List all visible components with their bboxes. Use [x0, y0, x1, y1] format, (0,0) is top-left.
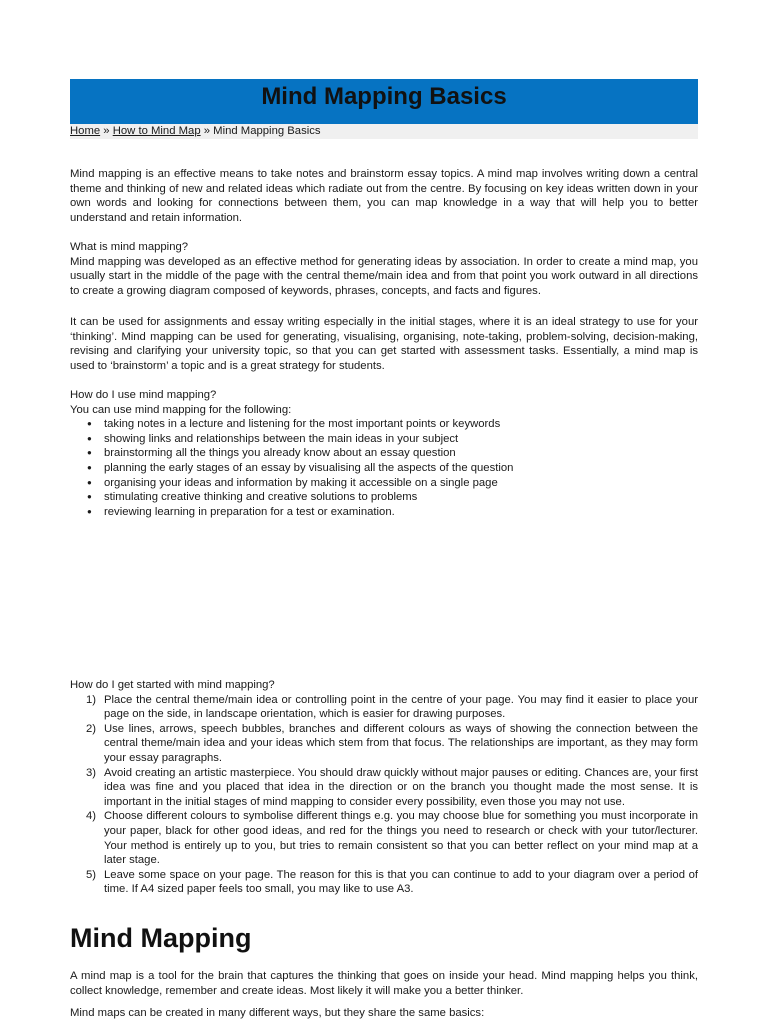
steps-list [70, 693, 698, 897]
intro-section [70, 167, 698, 225]
section-heading: Mind Mapping [70, 923, 252, 953]
list-item: ● organising your ideas and information by making it accessible on a single page [70, 476, 698, 491]
uses-list [70, 417, 698, 519]
list-item: ● showing links and relationships between the main ideas in your subject [70, 432, 698, 447]
breadcrumb-separator: » [100, 125, 113, 137]
list-item: ● reviewing learning in preparation for a test or examination. [70, 505, 698, 520]
what-heading: What is mind mapping? [70, 241, 189, 253]
step-number: 1) [86, 693, 97, 706]
list-item [70, 868, 698, 897]
page-title: Mind Mapping Basics [261, 83, 507, 110]
usage-paragraph: It can be used for assignments and essay writing especially in the initial stages, where it is an ideal strategy to use for your ‘thinking’. Mind mapping can be used for generating, visualising, organising, note-taking, problem-solving, decision-making, revising and clarifying your university topic, so that you can get started with assessment tasks. Essentially, a mind map is used to ‘brainstorm’ a topic and is a great strategy for students. [70, 316, 698, 372]
breadcrumb-home-link[interactable]: Home [70, 125, 101, 137]
list-item: ● brainstorming all the things you already know about an essay question [70, 446, 698, 461]
step-text: Leave some space on your page. The reason for this is that you can continue to add to your diagram over a period of time. If A4 sized paper feels too small, you may like to use A3. [104, 868, 698, 896]
breadcrumb-separator: » [200, 125, 214, 137]
step-number: 2) [86, 722, 97, 735]
title-banner [70, 79, 698, 124]
breadcrumb [70, 124, 698, 139]
step-number: 3) [86, 766, 97, 779]
list-item: ● stimulating creative thinking and creative solutions to problems [70, 490, 698, 505]
section-paragraph: A mind map is a tool for the brain that captures the thinking that goes on inside your head. Mind mapping helps you think, collect knowledge, remember and create ideas. Most likely it will make you a better thinker. [70, 970, 698, 997]
breadcrumb-current: Mind Mapping Basics [213, 125, 321, 137]
step-text: Use lines, arrows, speech bubbles, branches and different colours as ways of showing the connection between the central theme/main idea and your ideas which stem from that focus. The relationships are important, as they may form your essay paragraphs. [104, 722, 698, 764]
list-item: ● planning the early stages of an essay by visualising all the aspects of the question [70, 461, 698, 476]
what-section [70, 240, 698, 298]
breadcrumb-how-to-link[interactable]: How to Mind Map [112, 125, 201, 137]
section-paragraph: Mind maps can be created in many different ways, but they share the same basics: [70, 1007, 485, 1019]
list-item [70, 766, 698, 810]
usage-section [70, 315, 698, 373]
list-item [70, 809, 698, 867]
list-item: ● taking notes in a lecture and listening for the most important points or keywords [70, 417, 698, 432]
mind-mapping-body-2 [70, 1006, 698, 1021]
step-number: 5) [86, 868, 97, 881]
start-section [70, 678, 698, 897]
how-section [70, 388, 698, 519]
list-item [70, 693, 698, 722]
step-text: Avoid creating an artistic masterpiece. You should draw quickly without major pauses or editing. Chances are, your first idea was fine and you placed that idea in the direction or on the branch you thought made the most sense. It is important in the initial stages of mind mapping to consider every possibility, even those you may not use. [104, 766, 698, 808]
step-text: Choose different colours to symbolise different things e.g. you may choose blue for something you must incorporate in your paper, black for other good ideas, and red for the things you need to research or check with your tutor/lecturer. Your method is entirely up to you, but tries to remain consistent so that you can better reflect on your mind map at a later stage. [104, 810, 698, 867]
what-paragraph: Mind mapping was developed as an effective method for generating ideas by association. In order to create a mind map, you usually start in the middle of the page with the central theme/main idea and from that point you work outward in all directions to create a growing diagram composed of keywords, phrases, concepts, and facts and figures. [70, 255, 698, 297]
start-heading: How do I get started with mind mapping? [70, 679, 275, 691]
how-intro: You can use mind mapping for the following: [70, 403, 292, 416]
mind-mapping-body [70, 969, 698, 998]
step-number: 4) [86, 810, 97, 823]
how-heading: How do I use mind mapping? [70, 389, 217, 401]
mind-mapping-section [70, 922, 698, 954]
step-text: Place the central theme/main idea or controlling point in the centre of your page. You may find it easier to place your page on the side, in landscape orientation, which is easier for drawing purposes. [104, 693, 698, 721]
list-item [70, 722, 698, 766]
intro-paragraph: Mind mapping is an effective means to take notes and brainstorm essay topics. A mind map involves writing down a central theme and thinking of new and related ideas which radiate out from the centre. By focusing on key ideas written down in your own words and looking for connections between them, you can map knowledge in a way that will help you to better understand and retain information. [70, 168, 698, 224]
